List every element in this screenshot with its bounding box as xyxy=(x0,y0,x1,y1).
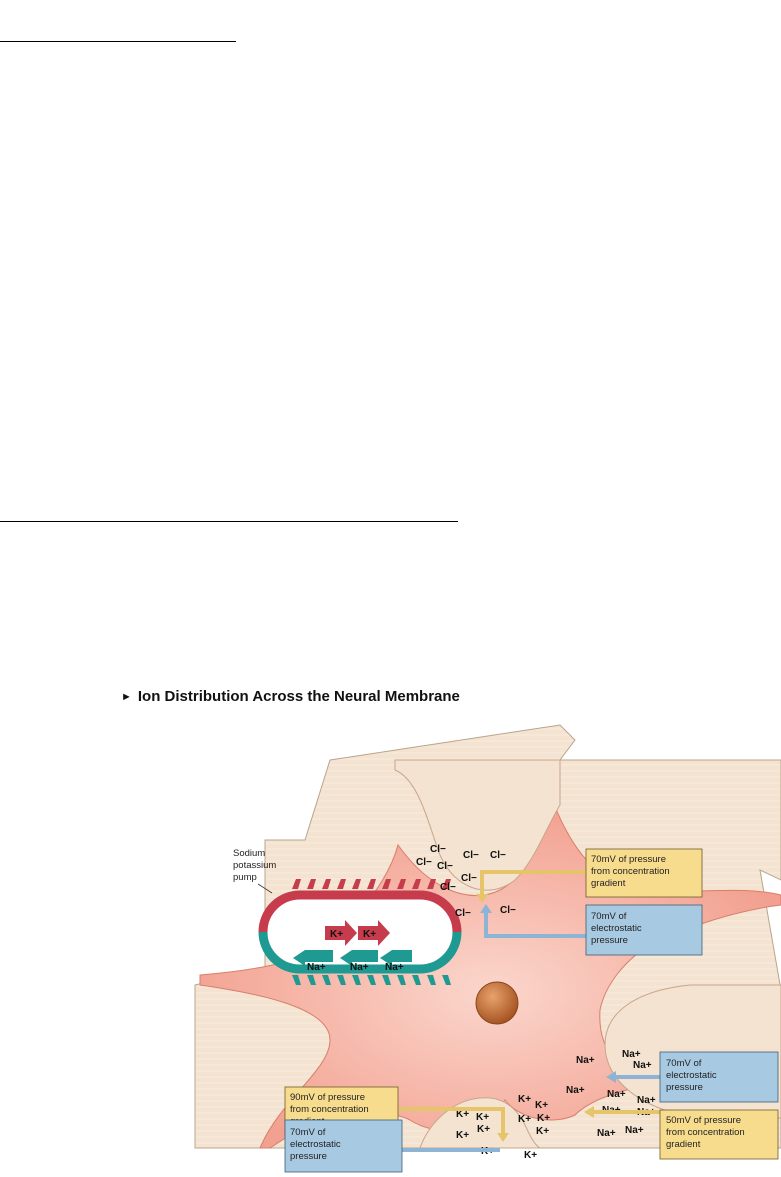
callout-na-electrostatic xyxy=(660,1052,778,1102)
k-ion: K+ xyxy=(536,1126,550,1137)
callout-line: 70mV of xyxy=(591,911,627,922)
callout-line: from concentration xyxy=(290,1104,369,1115)
cl-ion: Cl− xyxy=(416,857,432,868)
cl-ion: Cl− xyxy=(461,873,477,884)
figure-title-text: Ion Distribution Across the Neural Membrane xyxy=(137,688,460,705)
k-ion: K+ xyxy=(537,1113,551,1124)
cl-ion: Cl− xyxy=(500,905,516,916)
na-ion: Na+ xyxy=(566,1085,585,1096)
na-ion: Na+ xyxy=(637,1095,656,1106)
na-ion: Na+ xyxy=(637,1107,656,1118)
cl-ion: Cl− xyxy=(430,844,446,855)
sodium-potassium-pump xyxy=(263,879,457,985)
cl-ion: Cl− xyxy=(490,850,506,861)
na-ion: Na+ xyxy=(607,1089,626,1100)
na-ion: Na+ xyxy=(622,1049,641,1060)
callout-line: electrostatic xyxy=(591,923,642,934)
k-ion: K+ xyxy=(524,1150,538,1161)
na-ion: Na+ xyxy=(602,1105,621,1116)
pump-na-ion: Na+ xyxy=(385,962,404,973)
na-ion: Na+ xyxy=(633,1060,652,1071)
callout-line: electrostatic xyxy=(666,1070,717,1081)
callout-line: pressure xyxy=(666,1082,703,1093)
pump-label-line: potassium xyxy=(233,860,277,871)
callout-line: gradient xyxy=(591,878,626,889)
callout-line: pressure xyxy=(290,1151,327,1162)
callout-cl-electrostatic xyxy=(586,905,702,955)
k-ion: K+ xyxy=(476,1112,490,1123)
pump-na-ion: Na+ xyxy=(350,962,369,973)
cl-ion: Cl− xyxy=(455,908,471,919)
pump-na-ion: Na+ xyxy=(307,962,326,973)
triangle-icon: ► xyxy=(121,691,132,703)
callout-k-electrostatic xyxy=(285,1120,402,1172)
k-ion: K+ xyxy=(481,1146,495,1157)
na-ion: Na+ xyxy=(625,1125,644,1136)
callout-line: gradient xyxy=(666,1139,701,1150)
k-ion: K+ xyxy=(477,1124,491,1135)
callout-line: 70mV of pressure xyxy=(591,854,666,865)
callout-line: 50mV of pressure xyxy=(666,1115,741,1126)
callout-line: 90mV of pressure xyxy=(290,1092,365,1103)
k-ion: K+ xyxy=(456,1109,470,1120)
pump-k-ion: K+ xyxy=(363,929,377,940)
callout-line: from concentration xyxy=(591,866,670,877)
na-ion: Na+ xyxy=(576,1055,595,1066)
callout-line: pressure xyxy=(591,935,628,946)
nucleus xyxy=(476,982,518,1024)
cl-ion: Cl− xyxy=(440,882,456,893)
na-ion: Na+ xyxy=(597,1128,616,1139)
callout-line: 70mV of xyxy=(290,1127,326,1138)
k-ion: K+ xyxy=(456,1130,470,1141)
cl-ion: Cl− xyxy=(437,861,453,872)
cl-ion: Cl− xyxy=(463,850,479,861)
pump-label-line: Sodium xyxy=(233,848,266,859)
pump-label-line: pump xyxy=(233,872,257,883)
k-ion: K+ xyxy=(535,1100,549,1111)
k-ion: K+ xyxy=(518,1094,532,1105)
callout-line: from concentration xyxy=(666,1127,745,1138)
callout-line: 70mV of xyxy=(666,1058,702,1069)
callout-line: electrostatic xyxy=(290,1139,341,1150)
callout-cl-concentration xyxy=(586,849,702,897)
k-ion: K+ xyxy=(518,1114,532,1125)
callout-na-concentration xyxy=(660,1110,778,1159)
pump-k-ion: K+ xyxy=(330,929,344,940)
